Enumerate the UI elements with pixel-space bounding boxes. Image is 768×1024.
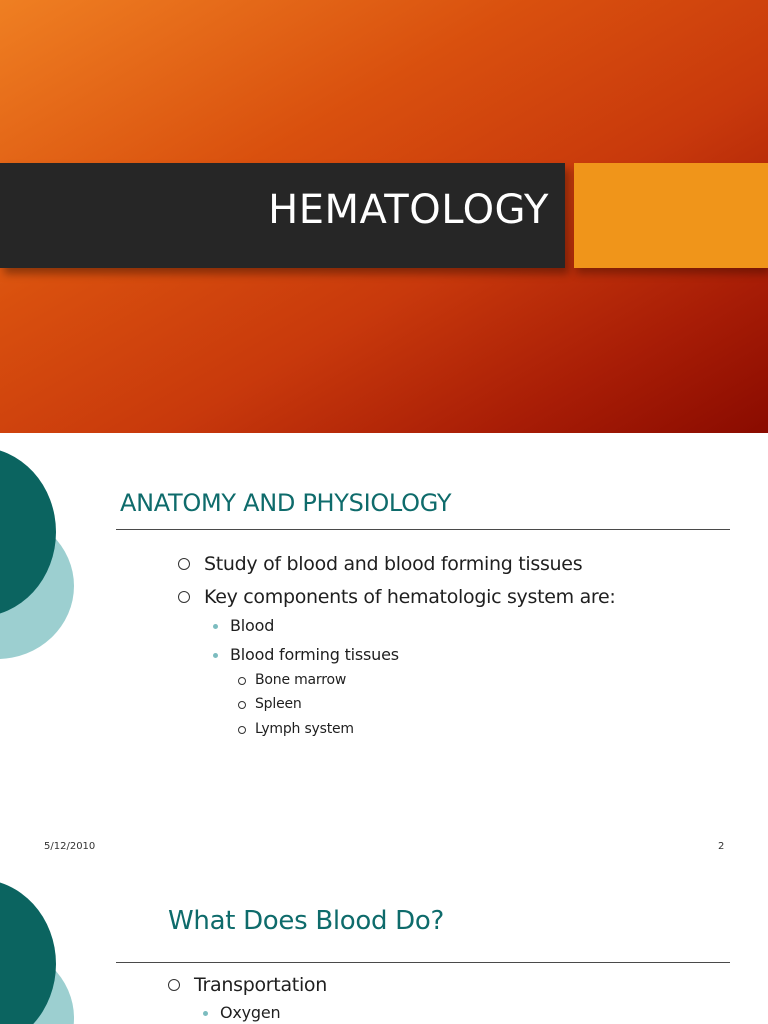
sub-sub-bullet-text: Spleen bbox=[255, 696, 302, 712]
sub-sub-bullet-text: Bone marrow bbox=[255, 672, 347, 688]
sub-bullet-item bbox=[220, 1003, 280, 1022]
small-circle-bullet-icon bbox=[238, 701, 246, 709]
bullet-item bbox=[204, 553, 582, 575]
dot-bullet-icon bbox=[203, 1011, 208, 1016]
slide-title: HEMATOLOGY bbox=[268, 187, 549, 233]
page-number: 2 bbox=[718, 841, 725, 852]
title-band bbox=[0, 163, 565, 268]
dot-bullet-icon bbox=[213, 624, 218, 629]
anatomy-slide bbox=[0, 433, 768, 865]
bullet-text: Study of blood and blood forming tissues bbox=[204, 553, 583, 575]
sub-bullet-text: Blood forming tissues bbox=[230, 645, 399, 664]
bullet-text: Transportation bbox=[194, 974, 327, 996]
footer-date: 5/12/2010 bbox=[44, 841, 96, 852]
bullet-item bbox=[204, 586, 616, 608]
slide-heading: What Does Blood Do? bbox=[168, 906, 444, 936]
hollow-circle-bullet-icon bbox=[168, 979, 180, 991]
decorative-circle-dark bbox=[0, 879, 56, 1024]
sub-sub-bullet-item bbox=[255, 672, 346, 688]
title-slide bbox=[0, 0, 768, 433]
small-circle-bullet-icon bbox=[238, 726, 246, 734]
sub-bullet-item bbox=[230, 616, 274, 635]
hollow-circle-bullet-icon bbox=[178, 591, 190, 603]
sub-sub-bullet-text: Lymph system bbox=[255, 721, 354, 737]
sub-bullet-item bbox=[230, 645, 399, 664]
heading-divider bbox=[116, 529, 730, 530]
accent-block bbox=[574, 163, 768, 268]
sub-sub-bullet-item bbox=[255, 696, 302, 712]
slide-heading: ANATOMY AND PHYSIOLOGY bbox=[120, 489, 452, 517]
bullet-item bbox=[194, 974, 327, 996]
sub-sub-bullet-item bbox=[255, 721, 354, 737]
hollow-circle-bullet-icon bbox=[178, 558, 190, 570]
sub-bullet-text: Oxygen bbox=[220, 1003, 281, 1022]
small-circle-bullet-icon bbox=[238, 677, 246, 685]
bullet-text: Key components of hematologic system are: bbox=[204, 586, 616, 608]
blood-function-slide bbox=[0, 865, 768, 1024]
sub-bullet-text: Blood bbox=[230, 616, 275, 635]
heading-divider bbox=[116, 962, 730, 963]
dot-bullet-icon bbox=[213, 653, 218, 658]
